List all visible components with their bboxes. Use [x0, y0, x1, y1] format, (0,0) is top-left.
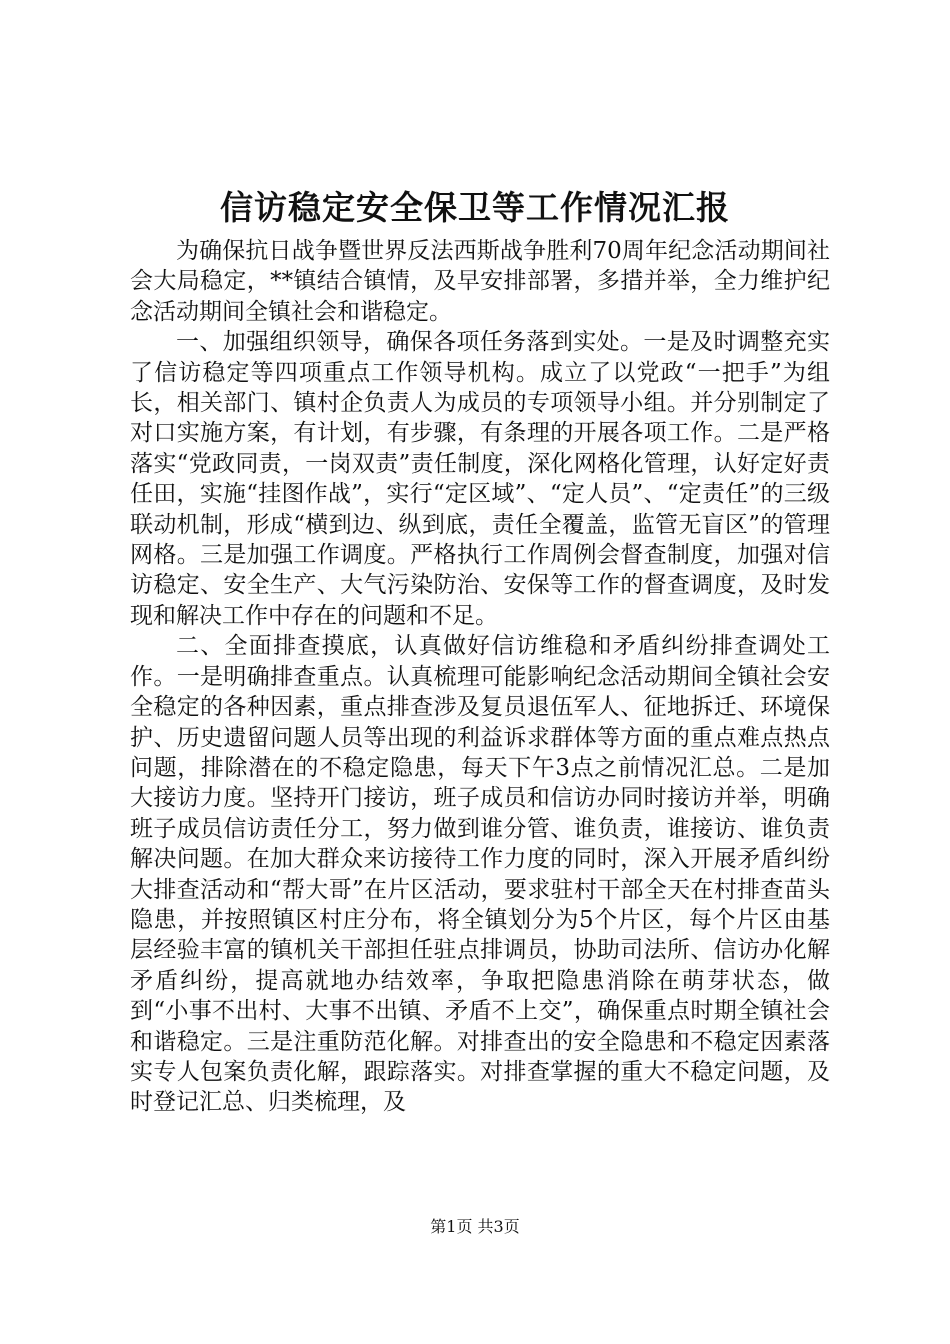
document-body — [130, 236, 830, 1118]
paragraph-intro: 为确保抗日战争暨世界反法西斯战争胜利70周年纪念活动期间社会大局稳定，**镇结合镇情，及早安排部署，多措并举，全力维护纪念活动期间全镇社会和谐稳定。 — [130, 238, 830, 325]
paragraph-section-1: 一、加强组织领导，确保各项任务落到实处。一是及时调整充实了信访稳定等四项重点工作领导机构。成立了以党政“一把手”为组长，相关部门、镇村企负责人为成员的专项领导小组。并分别制定了对口实施方案，有计划，有步骤，有条理的开展各项工作。二是严格落实“党政同责，一岗双责”责任制度，深化网格化管理，认好定好责任田，实施“挂图作战”，实行“定区域”、“定人员”、“定责任”的三级联动机制，形成“横到边、纵到底，责任全覆盖，监管无盲区”的管理网格。三是加强工作调度。严格执行工作周例会督查制度，加强对信访稳定、安全生产、大气污染防治、安保等工作的督查调度，及时发现和解决工作中存在的问题和不足。 — [130, 329, 830, 629]
page-footer: 第1页 共3页 — [430, 1217, 520, 1236]
paragraph-section-2: 二、全面排查摸底，认真做好信访维稳和矛盾纠纷排查调处工作。一是明确排查重点。认真梳理可能影响纪念活动期间全镇社会安全稳定的各种因素，重点排查涉及复员退伍军人、征地拆迁、环境保护、历史遗留问题人员等出现的利益诉求群体等方面的重点难点热点问题，排除潜在的不稳定隐患，每天下午3点之前情况汇总。二是加大接访力度。坚持开门接访，班子成员和信访办同时接访并举，明确班子成员信访责任分工，努力做到谁分管、谁负责，谁接访、谁负责解决问题。在加大群众来访接待工作力度的同时，深入开展矛盾纠纷大排查活动和“帮大哥”在片区活动，要求驻村干部全天在村排查苗头隐患，并按照镇区村庄分布，将全镇划分为5个片区，每个片区由基层经验丰富的镇机关干部担任驻点排调员，协助司法所、信访办化解矛盾纠纷，提高就地办结效率，争取把隐患消除在萌芽状态，做到“小事不出村、大事不出镇、矛盾不上交”，确保重点时期全镇社会和谐稳定。三是注重防范化解。对排查出的安全隐患和不稳定因素落实专人包案负责化解，跟踪落实。对排查掌握的重大不稳定问题，及时登记汇总、归类梳理，及 — [130, 633, 830, 1116]
document-title: 信访稳定安全保卫等工作情况汇报 — [220, 188, 730, 227]
